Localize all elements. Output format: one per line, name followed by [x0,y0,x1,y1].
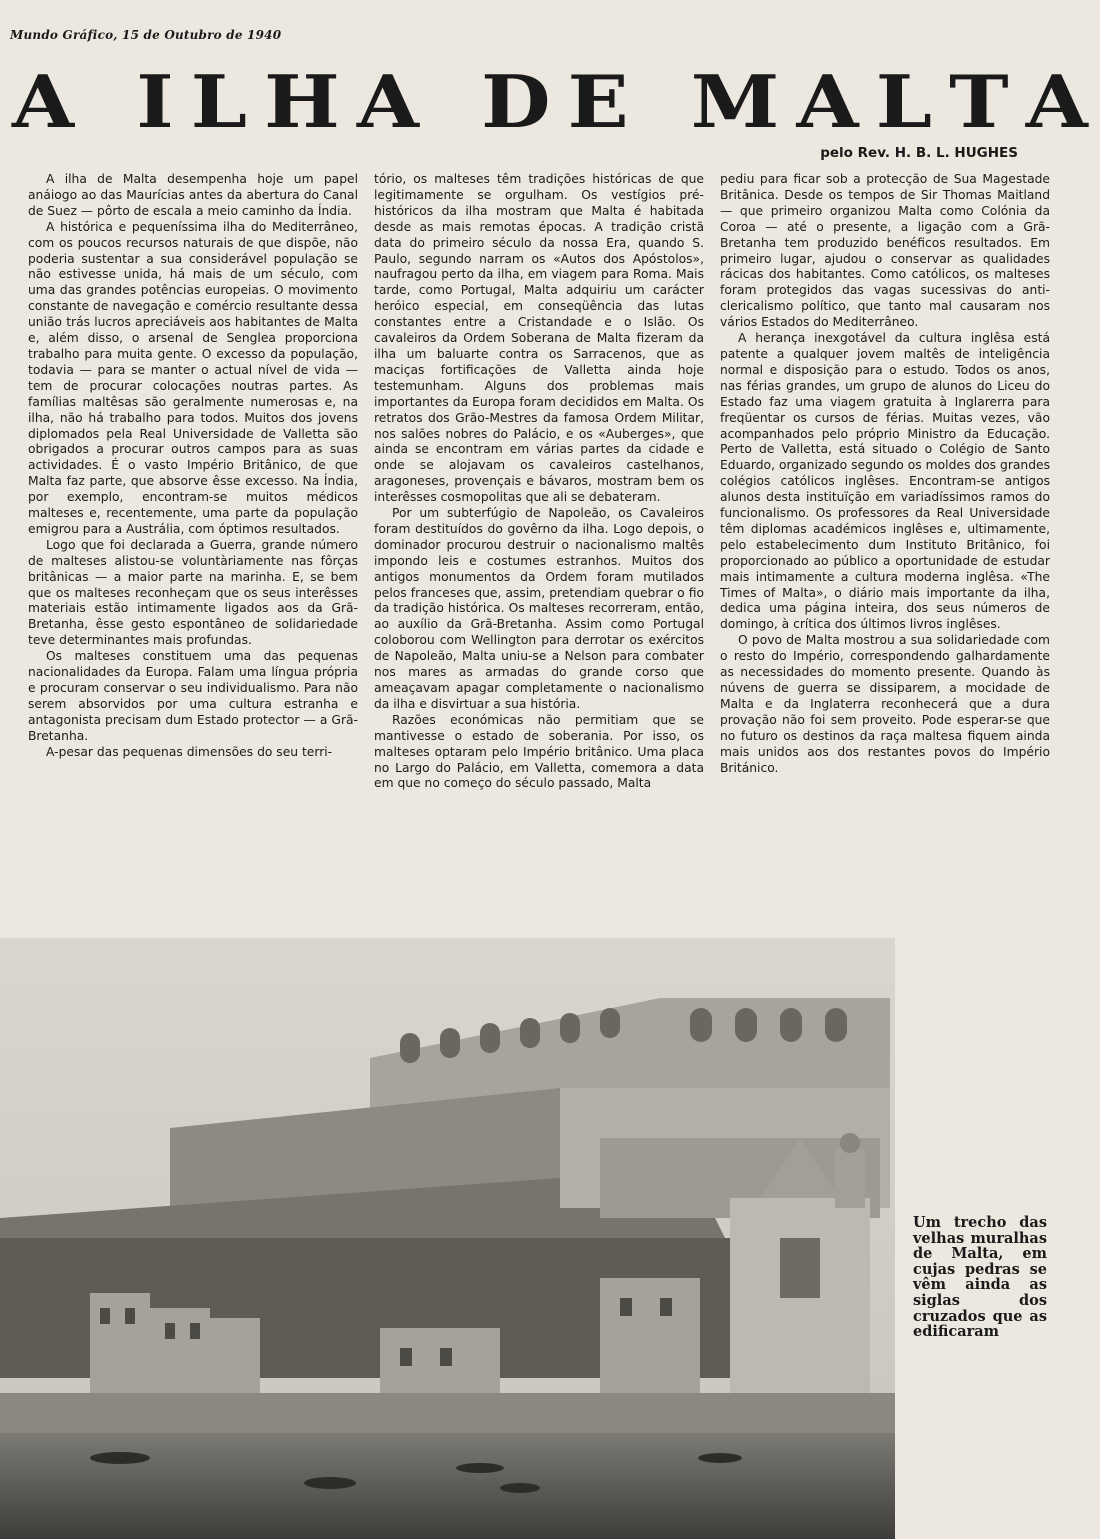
title-letter: M [690,59,780,145]
article-byline: pelo Rev. H. B. L. HUGHES [820,145,1018,161]
article-body [28,172,1050,792]
paragraph: A herança inexgotável da cultura inglêsa está patente a qualquer jovem maltês de inteligência normal e disposição para o estudo. Todos os anos, nas férias grandes, um grupo de alunos do Liceu do Estado faz uma viagem gratuita à Inglarerra para freqüentar os cursos de férias. Muitas vezes, vão acompanhados pelo próprio Ministro da Educação. Perto de Valletta, está situado o Colégio de Santo Eduardo, organizado segundo os moldes dos grandes colégios católicos inglêses. Encontram-se antigos alunos desta instituïção em variadíssimos ramos do funcionalismo. Os professores da Real Universidade têm diplomas académicos inglêses e, ultimamente, pelo estabelecimento dum Instituto Britânico, foi proporcionado ao público a oportunidade de estudar mais intimamente a cultura moderna inglêsa. «The Times of Malta», o diário mais importante da ilha, dedica uma página inteira, dos seus números de domingo, à crítica dos últimos livros inglêses. [720,331,1050,632]
paragraph: Os malteses constituem uma das pequenas nacionalidades da Europa. Falam uma língua própria e procuram conservar o seu individualismo. Para não serem absorvidos por uma cultura estranha e antagonista precisam dum Estado protector — a Grã-Bretanha. [28,649,358,743]
paragraph: Logo que foi declarada a Guerra, grande número de malteses alistou-se voluntàriamente nas fôrças britânicas — a maior parte na marinha. E, se bem que os malteses reconheçam que os seus interêsses materiais estão intimamente ligados aos da Grã-Bretanha, êsse gesto espontâneo de solidariedade teve determinantes mais profundas. [28,537,358,648]
title-letter: T [949,59,1009,145]
text-column-2 [374,172,704,792]
paragraph: Por um subterfúgio de Napoleão, os Cavaleiros foram destituídos do govêrno da ilha. Logo depois, o dominador procurou destruir o nacionalismo maltês impondo leis e costumes estranhos. Muitos dos antigos monumentos da Ordem foram mutilados pelos franceses que, assim, pretendiam quebrar o fio da tradição histórica. Os malteses recorreram, então, ao auxílio da Grã-Bretanha. Assim como Portugal coloborou com Wellington para derrotar os exércitos de Napoleão, Malta uniu-se a Nelson para combater nos mares as armadas do grande corso que ameaçavam apagar completamente o nacionalismo da ilha e disvirtuar a sua história. [374,506,704,711]
title-letter: I [136,59,174,145]
paragraph: pediu para ficar sob a protecção de Sua Magestade Britânica. Desde os tempos de Sir Thomas Maitland — que primeiro organizou Malta como Colónia da Coroa — até o presente, a ligação com a Grã-Bretanha tem produzido benéficos resultados. Em primeiro lugar, ajudou o conservar as qualidades rácicas dos habitantes. Como católicos, os malteses foram protegidos das vagas sucessivas do anti-clericalismo político, que tanto mal causaram nos vários Estados do Mediterrâneo. [720,172,1050,330]
title-letter: E [567,59,629,145]
title-letter: A [12,59,75,145]
title-letter: A [356,59,419,145]
title-letter [646,66,674,138]
title-letter [436,66,464,138]
malta-walls-photo [0,938,895,1539]
photo-caption: Um trecho das velhas muralhas de Malta, em cujas pedras se vêm ainda as siglas dos cruzados que as edificaram [913,1214,1047,1341]
publication-date-header: Mundo Gráfico, 15 de Outubro de 1940 [10,28,282,42]
paragraph: Razões económicas não permitiam que se mantivesse o estado de soberania. Por isso, os malteses optaram pelo Império britânico. Uma placa no Largo do Palácio, em Valletta, comemora a data em que no começo do século passado, Malta [374,712,704,791]
title-letter: L [190,59,248,145]
text-column-3 [720,172,1050,792]
paragraph: O povo de Malta mostrou a sua solidariedade com o resto do Império, correspondendo galhardamente as necessidades do momento presente. Quando às núvens de guerra se dissiparem, a mocidade de Malta e da Inglaterra reconhecerá que a dura provação não foi sem proveito. Pode esperar-se que no futuro os destinos da raça maltesa fiquem ainda mais unidos aos dos restantes povos do Império Británico. [720,633,1050,775]
title-letter: H [264,59,340,145]
paragraph: A ilha de Malta desempenha hoje um papel anáiogo ao das Maurícias antes da abertura do Canal de Suez — pôrto de escala a meio caminho da Índia. [28,172,358,218]
title-letter [91,66,119,138]
paragraph: A-pesar das pequenas dimensões do seu terri- [46,744,333,759]
photo-illustration [0,938,895,1539]
paragraph: tório, os malteses têm tradições históricas de que legitimamente se orgulham. Os vestígios pré-históricos da ilha mostram que Malta é habitada desde as mais remotas épocas. A tradição cristã data do primeiro século da nossa Era, quando S. Paulo, segundo narram os «Autos dos Apóstolos», naufragou perto da ilha, em viagem para Roma. Mais tarde, como Portugal, Malta adquiriu um carácter heróico especial, em conseqüência das lutas constantes entre a Cristandade e o Islão. Os cavaleiros da Ordem Soberana de Malta fizeram da ilha um baluarte contra os Sarracenos, que as maciças fortificações de Valletta ainda hoje testemunham. Alguns dos problemas mais importantes da Europa foram decididos em Malta. Os retratos dos Grão-Mestres da famosa Ordem Militar, nos salões nobres do Palácio, e os «Auberges», que ainda se encontram em várias partes da cidade e onde se alojavam os cavaleiros castelhanos, aragoneses, provençais e bávaros, mostram bem os interêsses cosmopolitas que ali se debateram. [374,172,704,505]
paragraph: A histórica e pequeníssima ilha do Mediterrâneo, com os poucos recursos naturais de que dispõe, não poderia sustentar a sua considerável população se não estivesse unida, há mais de um século, com uma das grandes potências europeias. O movimento constante de navegação e comércio resultante dessa união trás lucros apreciáveis aos habitantes de Malta e, além disso, o arsenal de Senglea proporciona trabalho para muita gente. O excesso da população, todavia — para se manter o actual nível de vida — tem de procurar colocações noutras partes. As famílias maltêsas são geralmente numerosas e, na ilha, não há trabalho para todos. Muitos dos jovens diplomados pela Real Universidade de Valletta são obrigados a procurar outros campos para as suas actividades. É o vasto Império Britânico, de que Malta faz parte, que absorve êsse excesso. Na Índia, por exemplo, encontram-se muitos médicos malteses e, recentemente, uma parte da população emigrou para a Austrália, com óptimos resultados. [28,219,358,536]
article-title [0,59,1100,145]
title-letter: A [796,59,859,145]
text-column-1 [28,172,358,792]
title-letter: L [875,59,932,145]
title-letter: D [481,59,551,145]
title-letter: A [1025,59,1088,145]
